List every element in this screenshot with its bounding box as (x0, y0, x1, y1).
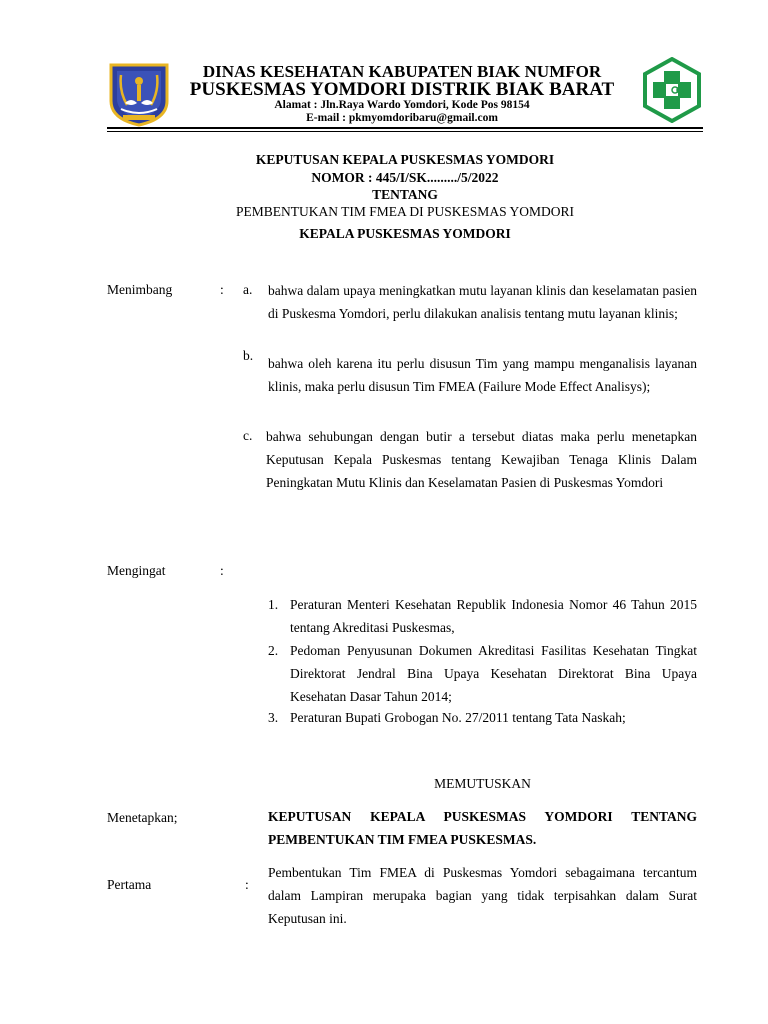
mengingat-marker-1: 1. (268, 597, 279, 612)
header-divider-thin (107, 131, 703, 132)
email-line: E-mail : pkmyomdoribaru@gmail.com (306, 112, 498, 124)
mengingat-item-2: Pedoman Penyusunan Dokumen Akreditasi Fasilitas Kesehatan Tingkat Direktorat Jendral Bina Upaya Kesehatan Direktorat Bina Upaya Kesehatan Dasar Tahun 2014; (290, 643, 697, 704)
mengingat-label: Mengingat (107, 563, 166, 578)
header-divider-thick (107, 127, 703, 129)
agency-name: DINAS KESEHATAN KABUPATEN BIAK NUMFOR (202, 62, 602, 81)
decree-about: TENTANG (372, 187, 438, 202)
mengingat-marker-3: 3. (268, 710, 279, 725)
menimbang-label: Menimbang (107, 282, 173, 297)
mengingat-item-3: Peraturan Bupati Grobogan No. 27/2011 tentang Tata Naskah; (290, 710, 626, 725)
regency-emblem-logo (107, 61, 171, 127)
menimbang-marker-a: a. (243, 282, 253, 297)
memutuskan-heading: MEMUTUSKAN (434, 776, 531, 791)
menimbang-marker-c: c. (243, 428, 253, 443)
menimbang-colon: : (220, 282, 224, 297)
menimbang-item-b: bahwa oleh karena itu perlu disusun Tim yang mampu menganalisis layanan klinis, maka perlu disusun Tim FMEA (Failure Mode Effect Analisys); (268, 356, 697, 394)
mengingat-marker-2: 2. (268, 643, 279, 658)
puskesmas-logo (639, 57, 705, 123)
decree-subject: PEMBENTUKAN TIM FMEA DI PUSKESMAS YOMDORI (236, 204, 574, 219)
menimbang-item-c: bahwa sehubungan dengan butir a tersebut diatas maka perlu menetapkan Keputusan Kepala Puskesmas tentang Kewajiban Tenaga Klinis Dalam Peningkatan Mutu Klinis dan Keselamatan Pasien di Puskesmas Yomdori (266, 429, 697, 490)
menetapkan-label: Menetapkan; (107, 810, 178, 825)
mengingat-item-1: Peraturan Menteri Kesehatan Republik Indonesia Nomor 46 Tahun 2015 tentang Akreditasi Puskesmas, (290, 597, 697, 635)
pertama-text: Pembentukan Tim FMEA di Puskesmas Yomdori sebagaimana tercantum dalam Lampiran merupaka bagian yang tidak terpisahkan dalam Surat Keputusan ini. (268, 865, 697, 926)
decree-official: KEPALA PUSKESMAS YOMDORI (299, 226, 511, 241)
pertama-label: Pertama (107, 877, 152, 892)
decree-title: KEPUTUSAN KEPALA PUSKESMAS YOMDORI (255, 152, 555, 167)
menimbang-marker-b: b. (243, 348, 254, 363)
menimbang-item-a: bahwa dalam upaya meningkatkan mutu layanan klinis dan keselamatan pasien di Puskesma Yomdori, perlu dilakukan analisis tentang mutu layanan klinis; (268, 283, 697, 321)
address-line: Alamat : Jln.Raya Wardo Yomdori, Kode Pos 98154 (274, 99, 530, 111)
pertama-colon: : (245, 877, 249, 892)
menetapkan-text: KEPUTUSAN KEPALA PUSKESMAS YOMDORI TENTANG PEMBENTUKAN TIM FMEA PUSKESMAS. (268, 809, 697, 847)
decree-number: NOMOR : 445/I/SK........./5/2022 (311, 170, 499, 185)
mengingat-colon: : (220, 563, 224, 578)
institution-name: PUSKESMAS YOMDORI DISTRIK BIAK BARAT (189, 79, 615, 100)
